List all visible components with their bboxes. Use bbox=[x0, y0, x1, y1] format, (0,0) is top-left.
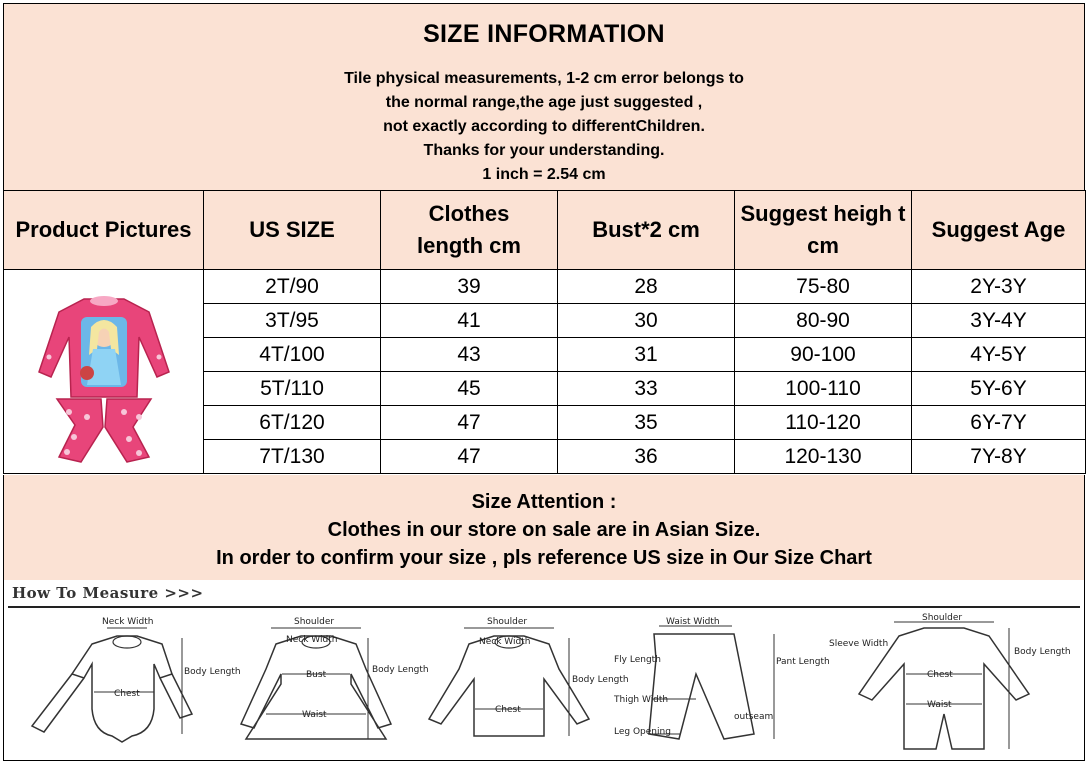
cell-clothes-length: 45 bbox=[381, 372, 558, 406]
neck-width-label: Neck Width bbox=[102, 617, 154, 627]
header-suggest-age: Suggest Age bbox=[912, 191, 1086, 270]
outseam-label: outseam bbox=[734, 712, 774, 722]
measurement-notes bbox=[3, 64, 1085, 191]
cell-height: 120-130 bbox=[735, 440, 912, 474]
cell-clothes-length: 47 bbox=[381, 440, 558, 474]
thigh-width-label: Thigh Width bbox=[614, 695, 669, 705]
shoulder-label: Shoulder bbox=[922, 613, 963, 623]
note-line: 1 inch = 2.54 cm bbox=[482, 166, 606, 183]
shoulder-label: Shoulder bbox=[294, 617, 335, 627]
pant-length-label: Pant Length bbox=[776, 657, 830, 667]
cell-us-size: 5T/110 bbox=[204, 372, 381, 406]
header-suggest-height bbox=[735, 191, 912, 270]
cell-bust: 35 bbox=[558, 406, 735, 440]
cell-height: 75-80 bbox=[735, 270, 912, 304]
body-length-label: Body Length bbox=[572, 675, 629, 685]
cell-us-size: 4T/100 bbox=[204, 338, 381, 372]
attention-heading: Size Attention : bbox=[471, 490, 617, 513]
page-title: SIZE INFORMATION bbox=[3, 3, 1085, 65]
divider bbox=[8, 606, 1080, 608]
body-length-label: Body Length bbox=[184, 667, 241, 677]
fly-length-label: Fly Length bbox=[614, 655, 661, 665]
note-line: the normal range,the age just suggested , bbox=[385, 94, 703, 111]
neck-width-label: Neck Width bbox=[479, 637, 531, 647]
header-us-size: US SIZE bbox=[204, 191, 381, 270]
chest-label: Chest bbox=[114, 689, 140, 699]
cell-clothes-length: 43 bbox=[381, 338, 558, 372]
chest-label: Chest bbox=[927, 670, 953, 680]
leg-opening-label: Leg Opening bbox=[614, 727, 671, 737]
size-table bbox=[3, 190, 1086, 474]
cell-bust: 36 bbox=[558, 440, 735, 474]
cell-height: 90-100 bbox=[735, 338, 912, 372]
cell-bust: 30 bbox=[558, 304, 735, 338]
waist-label: Waist bbox=[927, 700, 952, 710]
cell-height: 110-120 bbox=[735, 406, 912, 440]
body-length-label: Body Length bbox=[1014, 647, 1071, 657]
body-length-label: Body Length bbox=[372, 665, 429, 675]
table-row bbox=[4, 270, 1086, 304]
table-header-row bbox=[4, 191, 1086, 270]
neck-width-label: Neck Width bbox=[286, 635, 338, 645]
cell-bust: 33 bbox=[558, 372, 735, 406]
header-bust: Bust*2 cm bbox=[558, 191, 735, 270]
romper-diagram bbox=[824, 614, 1074, 754]
note-line: Thanks for your understanding. bbox=[423, 142, 665, 159]
cell-us-size: 7T/130 bbox=[204, 440, 381, 474]
cell-us-size: 6T/120 bbox=[204, 406, 381, 440]
cell-clothes-length: 39 bbox=[381, 270, 558, 304]
note-line: Tile physical measurements, 1-2 cm error belongs to bbox=[344, 70, 744, 87]
cell-bust: 28 bbox=[558, 270, 735, 304]
cell-clothes-length: 41 bbox=[381, 304, 558, 338]
bust-label: Bust bbox=[306, 670, 327, 680]
shirt-diagram bbox=[409, 614, 629, 754]
bodysuit-diagram bbox=[22, 614, 241, 754]
pants-diagram bbox=[604, 614, 830, 754]
shoulder-label: Shoulder bbox=[487, 617, 528, 627]
cell-age: 5Y-6Y bbox=[912, 372, 1086, 406]
sleeve-width-label: Sleeve Width bbox=[829, 639, 889, 649]
attention-line: In order to confirm your size , pls reference US size in Our Size Chart bbox=[216, 546, 872, 569]
cell-age: 3Y-4Y bbox=[912, 304, 1086, 338]
how-to-measure-title: How To Measure >>> bbox=[12, 584, 204, 602]
size-attention bbox=[3, 475, 1085, 581]
chest-label: Chest bbox=[495, 705, 521, 715]
cell-clothes-length: 47 bbox=[381, 406, 558, 440]
waist-width-label: Waist Width bbox=[666, 617, 720, 627]
waist-label: Waist bbox=[302, 710, 327, 720]
dress-diagram bbox=[216, 614, 429, 754]
note-line: not exactly according to differentChildren. bbox=[383, 118, 705, 135]
cell-age: 2Y-3Y bbox=[912, 270, 1086, 304]
cell-us-size: 2T/90 bbox=[204, 270, 381, 304]
cell-height: 100-110 bbox=[735, 372, 912, 406]
header-suggest-height-text: Suggest heigh t cm bbox=[740, 201, 906, 258]
product-picture-cell bbox=[4, 270, 204, 474]
attention-line: Clothes in our store on sale are in Asian Size. bbox=[327, 518, 761, 541]
cell-height: 80-90 bbox=[735, 304, 912, 338]
pajama-product-image bbox=[29, 277, 179, 467]
how-to-measure-section bbox=[3, 580, 1085, 761]
cell-us-size: 3T/95 bbox=[204, 304, 381, 338]
cell-age: 4Y-5Y bbox=[912, 338, 1086, 372]
header-product-pictures: Product Pictures bbox=[4, 191, 204, 270]
cell-bust: 31 bbox=[558, 338, 735, 372]
header-clothes-length-text: Clothes length cm bbox=[417, 201, 521, 258]
cell-age: 6Y-7Y bbox=[912, 406, 1086, 440]
header-clothes-length bbox=[381, 191, 558, 270]
cell-age: 7Y-8Y bbox=[912, 440, 1086, 474]
